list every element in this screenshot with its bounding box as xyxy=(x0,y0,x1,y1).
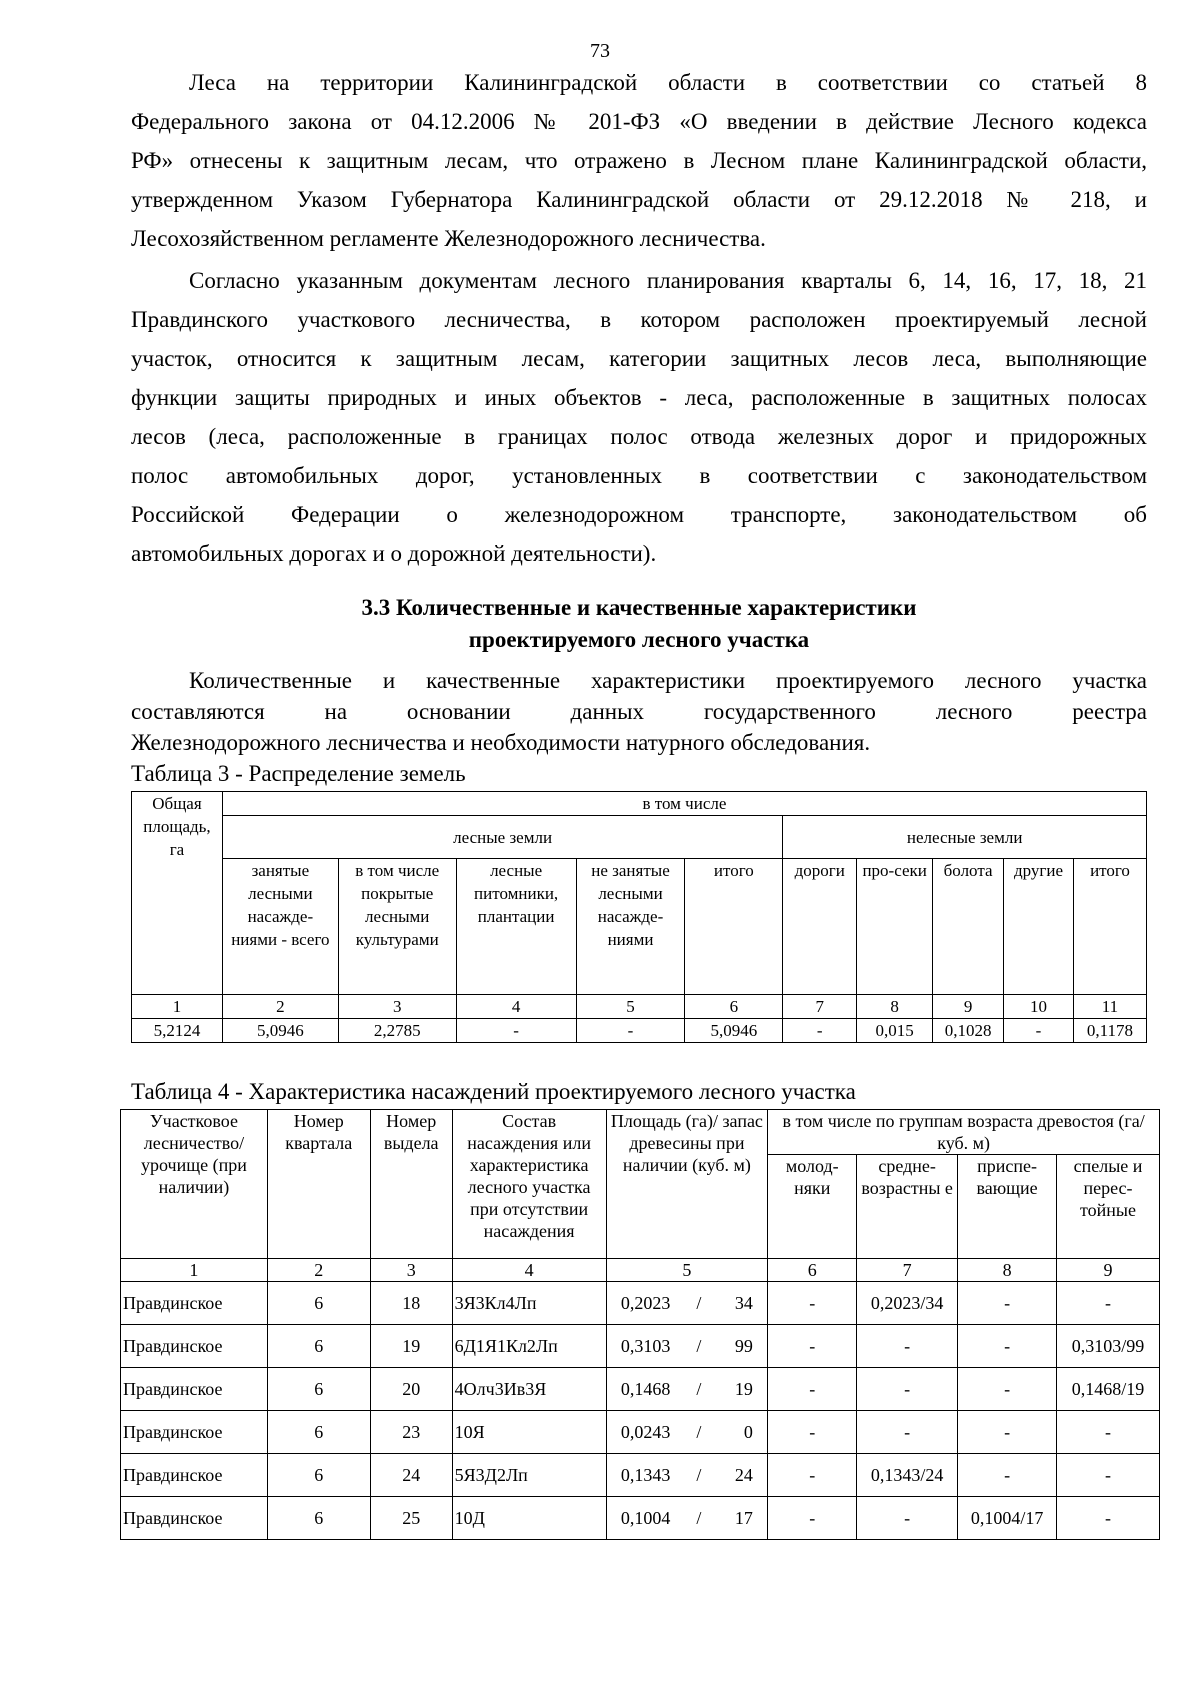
table-row xyxy=(121,1454,1160,1497)
subheader-cell: занятые лесными насажде-ниями - всего xyxy=(222,859,338,995)
stock-value: 19 xyxy=(734,1379,753,1399)
cell-area xyxy=(606,1325,768,1368)
subheader-cell: болота xyxy=(933,859,1004,995)
column-number: 11 xyxy=(1073,995,1146,1019)
stock-value: 17 xyxy=(734,1508,753,1528)
cell-mature: - xyxy=(1057,1454,1160,1497)
table-row xyxy=(121,1411,1160,1454)
cell-area xyxy=(606,1411,768,1454)
land-distribution-table xyxy=(131,791,1147,1043)
text-line: лесов (леса, расположенные в границах полос отвода железных дорог и придорожных xyxy=(131,424,1147,449)
column-number: 8 xyxy=(958,1259,1057,1282)
column-number: 4 xyxy=(456,995,576,1019)
paragraph-protective-forests xyxy=(131,261,1147,573)
section-heading-line: 3.3 Количественные и качественные характеристики xyxy=(361,595,917,620)
cell-section: 25 xyxy=(370,1497,452,1540)
column-number: 2 xyxy=(267,1259,370,1282)
cell-composition: 4Олч3Ив3Я xyxy=(452,1368,606,1411)
value-cell: 2,2785 xyxy=(338,1019,456,1043)
cell-forestry: Правдинское xyxy=(121,1411,268,1454)
subheader-cell: не занятые лесными насажде-ниями xyxy=(576,859,685,995)
cell-area xyxy=(606,1497,768,1540)
table-row xyxy=(121,1325,1160,1368)
cell-section: 20 xyxy=(370,1368,452,1411)
area-value: 0,0243 xyxy=(620,1422,671,1442)
cell-young: - xyxy=(768,1454,857,1497)
column-number: 1 xyxy=(121,1259,268,1282)
value-cell: 5,0946 xyxy=(685,1019,783,1043)
value-cell: - xyxy=(456,1019,576,1043)
header-young: молод-няки xyxy=(768,1155,857,1259)
subheader-cell: про-секи xyxy=(857,859,933,995)
cell-quarter: 6 xyxy=(267,1368,370,1411)
table-row xyxy=(121,1497,1160,1540)
subheader-cell: лесные питомники, плантации xyxy=(456,859,576,995)
cell-composition: 10Я xyxy=(452,1411,606,1454)
area-value: 0,2023 xyxy=(620,1293,671,1313)
column-number: 6 xyxy=(768,1259,857,1282)
table4-caption: Таблица 4 - Характеристика насаждений проектируемого лесного участка xyxy=(131,1079,856,1104)
cell-quarter: 6 xyxy=(267,1325,370,1368)
column-number: 5 xyxy=(606,1259,768,1282)
table-row xyxy=(121,1368,1160,1411)
text-line: Леса на территории Калининградской области в соответствии со статьей 8 xyxy=(189,70,1147,95)
cell-mature: 0,3103/99 xyxy=(1057,1325,1160,1368)
header-quarter: Номер квартала xyxy=(267,1110,370,1259)
cell-maturing: - xyxy=(958,1368,1057,1411)
area-separator: / xyxy=(696,1508,702,1528)
cell-maturing: - xyxy=(958,1325,1057,1368)
cell-section: 24 xyxy=(370,1454,452,1497)
column-number: 6 xyxy=(685,995,783,1019)
value-cell: - xyxy=(1004,1019,1074,1043)
header-area: Площадь (га)/ запас древесины при наличии (куб. м) xyxy=(606,1110,768,1259)
cell-maturing: - xyxy=(958,1411,1057,1454)
header-total-area: Общая площадь, га xyxy=(132,792,223,995)
section-heading xyxy=(131,592,1147,656)
text-line: Количественные и качественные характеристики проектируемого лесного участка xyxy=(189,668,1147,693)
value-cell: 0,1178 xyxy=(1073,1019,1146,1043)
cell-quarter: 6 xyxy=(267,1497,370,1540)
text-line: Российской Федерации о железнодорожном транспорте, законодательством об xyxy=(131,502,1147,527)
header-maturing: приспе-вающие xyxy=(958,1155,1057,1259)
cell-middle-aged: 0,2023/34 xyxy=(857,1282,958,1325)
text-line: полос автомобильных дорог, установленных в соответствии с законодательством xyxy=(131,463,1147,488)
stock-value: 24 xyxy=(734,1465,753,1485)
cell-middle-aged: - xyxy=(857,1497,958,1540)
text-line: функции защиты природных и иных объектов - леса, расположенные в защитных полосах xyxy=(131,385,1147,410)
paragraph-characteristics xyxy=(131,665,1147,758)
header-nonforest-lands: нелесные земли xyxy=(783,816,1147,859)
subheader-cell: итого xyxy=(1073,859,1146,995)
area-separator: / xyxy=(696,1422,702,1442)
header-including: в том числе xyxy=(222,792,1146,816)
column-number: 8 xyxy=(857,995,933,1019)
cell-forestry: Правдинское xyxy=(121,1454,268,1497)
value-cell: 5,0946 xyxy=(222,1019,338,1043)
cell-quarter: 6 xyxy=(267,1454,370,1497)
paragraph-forest-status xyxy=(131,63,1147,258)
section-heading-line: проектируемого лесного участка xyxy=(468,627,810,652)
text-line: участок, относится к защитным лесам, категории защитных лесов леса, выполняющие xyxy=(131,346,1147,371)
text-line: РФ» отнесены к защитным лесам, что отражено в Лесном плане Калининградской области, xyxy=(131,148,1147,173)
cell-mature: - xyxy=(1057,1282,1160,1325)
stock-value: 99 xyxy=(734,1336,753,1356)
column-number: 2 xyxy=(222,995,338,1019)
cell-mature: - xyxy=(1057,1411,1160,1454)
table3-caption: Таблица 3 - Распределение земель xyxy=(131,761,466,786)
cell-composition: 10Д xyxy=(452,1497,606,1540)
text-line: автомобильных дорогах и о дорожной деятельности). xyxy=(131,541,657,566)
header-forestry: Участковое лесничество/ урочище (при наличии) xyxy=(121,1110,268,1259)
column-number: 10 xyxy=(1004,995,1074,1019)
cell-forestry: Правдинское xyxy=(121,1282,268,1325)
header-age-groups: в том числе по группам возраста древостоя (га/куб. м) xyxy=(768,1110,1160,1155)
area-separator: / xyxy=(696,1336,702,1356)
subheader-cell: итого xyxy=(685,859,783,995)
header-section: Номер выдела xyxy=(370,1110,452,1259)
page-number: 73 xyxy=(590,40,610,62)
cell-area xyxy=(606,1368,768,1411)
plantings-table xyxy=(120,1109,1160,1540)
area-separator: / xyxy=(696,1293,702,1313)
text-line: Железнодорожного лесничества и необходимости натурного обследования. xyxy=(131,730,871,755)
cell-young: - xyxy=(768,1497,857,1540)
text-line: Согласно указанным документам лесного планирования кварталы 6, 14, 16, 17, 18, 21 xyxy=(189,268,1147,293)
text-line: Лесохозяйственном регламенте Железнодорожного лесничества. xyxy=(131,226,766,251)
area-value: 0,1004 xyxy=(620,1508,671,1528)
value-cell: 5,2124 xyxy=(132,1019,223,1043)
area-separator: / xyxy=(696,1379,702,1399)
cell-maturing: - xyxy=(958,1282,1057,1325)
column-number: 3 xyxy=(370,1259,452,1282)
cell-maturing: 0,1004/17 xyxy=(958,1497,1057,1540)
cell-middle-aged: 0,1343/24 xyxy=(857,1454,958,1497)
cell-young: - xyxy=(768,1325,857,1368)
cell-forestry: Правдинское xyxy=(121,1325,268,1368)
cell-area xyxy=(606,1454,768,1497)
area-separator: / xyxy=(696,1465,702,1485)
text-line: Правдинского участкового лесничества, в котором расположен проектируемый лесной xyxy=(131,307,1147,332)
column-number: 9 xyxy=(1057,1259,1160,1282)
area-value: 0,1343 xyxy=(620,1465,671,1485)
cell-young: - xyxy=(768,1411,857,1454)
cell-young: - xyxy=(768,1282,857,1325)
header-composition: Состав насаждения или характеристика лесного участка при отсутствии насаждения xyxy=(452,1110,606,1259)
cell-composition: 6Д1Я1Кл2Лп xyxy=(452,1325,606,1368)
text-line: утвержденном Указом Губернатора Калининградской области от 29.12.2018 № 218, и xyxy=(131,187,1147,212)
cell-section: 19 xyxy=(370,1325,452,1368)
column-number: 5 xyxy=(576,995,685,1019)
value-cell: 0,015 xyxy=(857,1019,933,1043)
cell-young: - xyxy=(768,1368,857,1411)
cell-forestry: Правдинское xyxy=(121,1368,268,1411)
column-number: 4 xyxy=(452,1259,606,1282)
subheader-cell: в том числе покрытые лесными культурами xyxy=(338,859,456,995)
value-cell: - xyxy=(783,1019,857,1043)
subheader-cell: дороги xyxy=(783,859,857,995)
text-line: составляются на основании данных государственного лесного реестра xyxy=(131,699,1147,724)
cell-forestry: Правдинское xyxy=(121,1497,268,1540)
cell-maturing: - xyxy=(958,1454,1057,1497)
cell-area xyxy=(606,1282,768,1325)
cell-composition: 5Я3Д2Лп xyxy=(452,1454,606,1497)
header-forest-lands: лесные земли xyxy=(222,816,782,859)
text-line: Федерального закона от 04.12.2006 № 201-ФЗ «О введении в действие Лесного кодекса xyxy=(131,109,1147,134)
column-number: 9 xyxy=(933,995,1004,1019)
cell-section: 23 xyxy=(370,1411,452,1454)
header-mature: спелые и перес-тойные xyxy=(1057,1155,1160,1259)
cell-mature: 0,1468/19 xyxy=(1057,1368,1160,1411)
value-cell: - xyxy=(576,1019,685,1043)
cell-middle-aged: - xyxy=(857,1368,958,1411)
cell-section: 18 xyxy=(370,1282,452,1325)
cell-quarter: 6 xyxy=(267,1282,370,1325)
stock-value: 34 xyxy=(734,1293,753,1313)
cell-middle-aged: - xyxy=(857,1325,958,1368)
stock-value: 0 xyxy=(743,1422,753,1442)
column-number: 7 xyxy=(857,1259,958,1282)
cell-quarter: 6 xyxy=(267,1411,370,1454)
column-number: 3 xyxy=(338,995,456,1019)
area-value: 0,1468 xyxy=(620,1379,671,1399)
cell-composition: 3Я3Кл4Лп xyxy=(452,1282,606,1325)
value-cell: 0,1028 xyxy=(933,1019,1004,1043)
cell-middle-aged: - xyxy=(857,1411,958,1454)
column-number: 7 xyxy=(783,995,857,1019)
cell-mature: - xyxy=(1057,1497,1160,1540)
header-middle-aged: средне-возрастны е xyxy=(857,1155,958,1259)
column-number: 1 xyxy=(132,995,223,1019)
subheader-cell: другие xyxy=(1004,859,1074,995)
table-row xyxy=(121,1282,1160,1325)
area-value: 0,3103 xyxy=(620,1336,671,1356)
